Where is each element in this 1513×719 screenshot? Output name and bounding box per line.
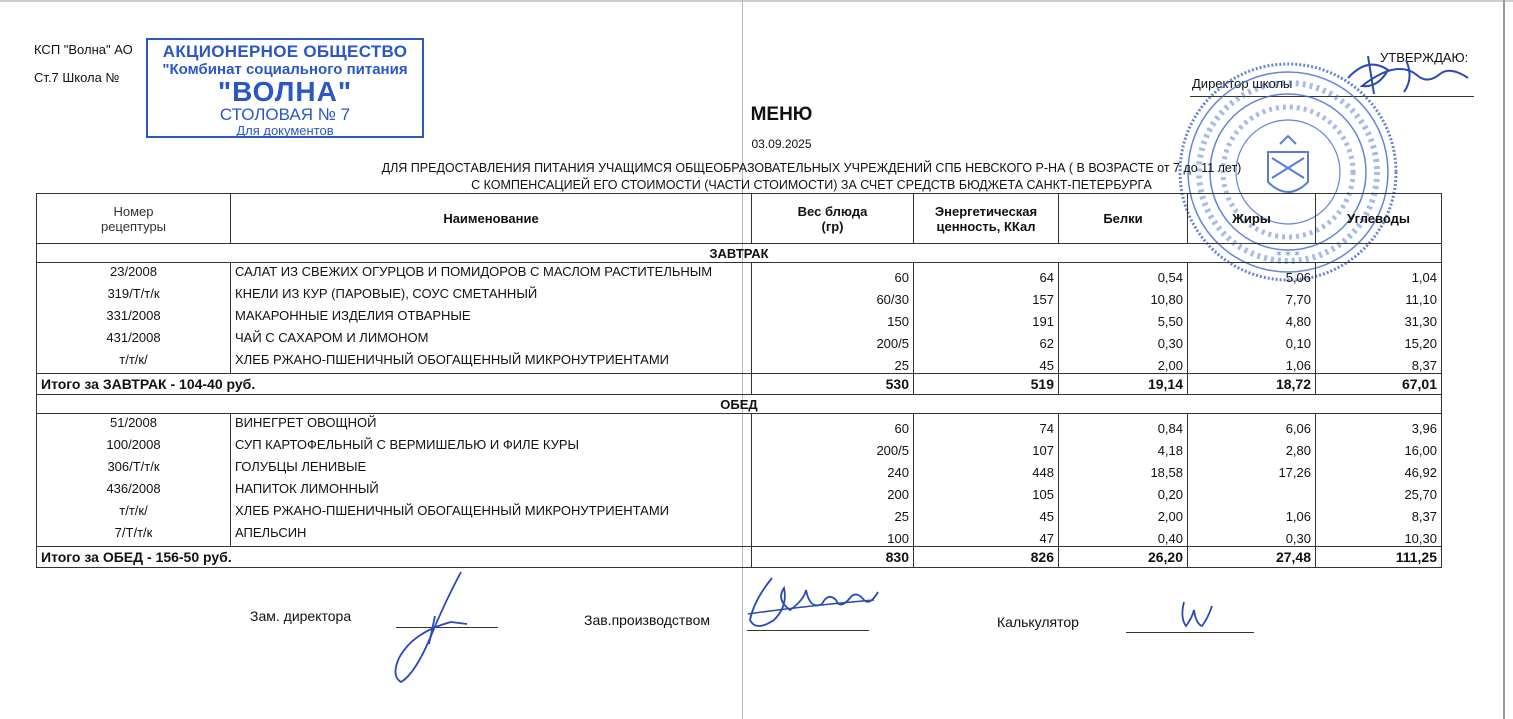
recipe-cell: 306/Т/т/к [37,458,231,480]
protein-cell: 2,00 [1059,502,1188,524]
recipe-cell: т/т/к/ [37,351,231,374]
weight-cell: 60/30 [752,285,914,307]
total-fat: 27,48 [1188,547,1316,568]
stamp-line-5: Для документов [236,123,334,138]
protein-cell: 0,20 [1059,480,1188,502]
fat-cell: 4,80 [1188,307,1316,329]
protein-cell: 10,80 [1059,285,1188,307]
table-row [37,307,1442,329]
energy-cell: 45 [914,502,1059,524]
carbs-cell: 46,92 [1316,458,1442,480]
weight-cell: 200/5 [752,329,914,351]
deputy-director-label: Зам. директора [250,608,352,624]
carbs-cell: 15,20 [1316,329,1442,351]
fat-cell: 0,10 [1188,329,1316,351]
weight-cell: 240 [752,458,914,480]
header-protein: Белки [1059,194,1188,244]
weight-cell: 200 [752,480,914,502]
energy-cell: 74 [914,414,1059,437]
energy-cell: 107 [914,436,1059,458]
section-header-breakfast: ЗАВТРАК [37,244,1442,263]
protein-cell: 0,54 [1059,263,1188,286]
header-carbs: Углеводы [1316,194,1442,244]
energy-cell: 105 [914,480,1059,502]
stamp-line-3: "ВОЛНА" [217,76,353,107]
total-weight: 530 [752,374,914,395]
table-row [37,285,1442,307]
dish-name-cell: ЧАЙ С САХАРОМ И ЛИМОНОМ [231,329,752,351]
total-protein: 19,14 [1059,374,1188,395]
subtitle-line-2: С КОМПЕНСАЦИЕЙ ЕГО СТОИМОСТИ (ЧАСТИ СТОИМОСТИ) ЗА СЧЕТ СРЕДСТВ БЮДЖЕТА САНКТ-ПЕТЕРБУРГА [471,178,1152,192]
director-signature-icon [1328,48,1478,100]
menu-table [36,193,1442,568]
dish-name-cell: СУП КАРТОФЕЛЬНЫЙ С ВЕРМИШЕЛЬЮ И ФИЛЕ КУРЫ [231,436,752,458]
weight-cell: 60 [752,263,914,286]
carbs-cell: 11,10 [1316,285,1442,307]
protein-cell: 18,58 [1059,458,1188,480]
recipe-cell: 23/2008 [37,263,231,286]
protein-cell: 5,50 [1059,307,1188,329]
dish-name-cell: ХЛЕБ РЖАНО-ПШЕНИЧНЫЙ ОБОГАЩЕННЫЙ МИКРОНУТРИЕНТАМИ [231,502,752,524]
recipe-cell: т/т/к/ [37,502,231,524]
protein-cell: 2,00 [1059,351,1188,374]
calculator-label: Калькулятор [997,614,1079,630]
dish-name-cell: МАКАРОННЫЕ ИЗДЕЛИЯ ОТВАРНЫЕ [231,307,752,329]
table-row [37,263,1442,286]
fat-cell: 1,06 [1188,502,1316,524]
carbs-cell: 25,70 [1316,480,1442,502]
stamp-line-4: СТОЛОВАЯ № 7 [219,105,351,124]
header-recipe: Номер рецептуры [37,194,231,244]
fat-cell: 2,80 [1188,436,1316,458]
fat-cell: 6,06 [1188,414,1316,437]
total-carbs: 111,25 [1316,547,1442,568]
carbs-cell: 10,30 [1316,524,1442,547]
table-row [37,351,1442,374]
section-header-lunch: ОБЕД [37,395,1442,414]
recipe-cell: 331/2008 [37,307,231,329]
total-row-breakfast [37,374,1442,395]
stamp-line-2: "Комбинат социального питания [162,61,408,78]
protein-cell: 0,30 [1059,329,1188,351]
top-edge [0,0,1513,2]
weight-cell: 25 [752,351,914,374]
carbs-cell: 3,96 [1316,414,1442,437]
carbs-cell: 8,37 [1316,502,1442,524]
table-row [37,480,1442,502]
table-row [37,329,1442,351]
protein-cell: 4,18 [1059,436,1188,458]
svg-text:* * *: * * * [1276,249,1300,262]
production-head-label: Зав.производством [584,612,710,628]
school-name: Ст.7 Школа № [34,70,120,85]
recipe-cell: 436/2008 [37,480,231,502]
production-signature-icon [744,570,884,636]
fat-cell: 1,06 [1188,351,1316,374]
recipe-cell: 431/2008 [37,329,231,351]
carbs-cell: 1,04 [1316,263,1442,286]
header-weight: Вес блюда (гр) [752,194,914,244]
director-label: Директор школы [1192,76,1293,91]
dish-name-cell: ХЛЕБ РЖАНО-ПШЕНИЧНЫЙ ОБОГАЩЕННЫЙ МИКРОНУТРИЕНТАМИ [231,351,752,374]
dish-name-cell: АПЕЛЬСИН [231,524,752,547]
table-row [37,436,1442,458]
weight-cell: 25 [752,502,914,524]
carbs-cell: 16,00 [1316,436,1442,458]
header-name: Наименование [231,194,752,244]
weight-cell: 150 [752,307,914,329]
total-protein: 26,20 [1059,547,1188,568]
dish-name-cell: КНЕЛИ ИЗ КУР (ПАРОВЫЕ), СОУС СМЕТАННЫЙ [231,285,752,307]
stamp-line-1: АКЦИОНЕРНОЕ ОБЩЕСТВО [162,42,408,61]
recipe-cell: 100/2008 [37,436,231,458]
total-energy: 826 [914,547,1059,568]
total-energy: 519 [914,374,1059,395]
table-row [37,414,1442,437]
energy-cell: 47 [914,524,1059,547]
weight-cell: 60 [752,414,914,437]
dish-name-cell: ГОЛУБЦЫ ЛЕНИВЫЕ [231,458,752,480]
fat-cell: 17,26 [1188,458,1316,480]
energy-cell: 45 [914,351,1059,374]
approve-label: УТВЕРЖДАЮ: [1380,50,1469,65]
protein-cell: 0,40 [1059,524,1188,547]
energy-cell: 157 [914,285,1059,307]
header-energy: Энергетическая ценность, ККал [914,194,1059,244]
fat-cell [1188,480,1316,502]
energy-cell: 64 [914,263,1059,286]
page-title: МЕНЮ [750,104,813,125]
dish-name-cell: САЛАТ ИЗ СВЕЖИХ ОГУРЦОВ И ПОМИДОРОВ С МАСЛОМ РАСТИТЕЛЬНЫМ [231,263,752,286]
protein-cell: 0,84 [1059,414,1188,437]
recipe-cell: 7/Т/т/к [37,524,231,547]
total-label: Итого за ЗАВТРАК - 104-40 руб. [37,374,752,395]
total-row-lunch [37,547,1442,568]
total-carbs: 67,01 [1316,374,1442,395]
energy-cell: 62 [914,329,1059,351]
table-header-row [37,194,1442,244]
fat-cell: 5,06 [1188,263,1316,286]
total-weight: 830 [752,547,914,568]
energy-cell: 448 [914,458,1059,480]
header-fat: Жиры [1188,194,1316,244]
total-label: Итого за ОБЕД - 156-50 руб. [37,547,752,568]
energy-cell: 191 [914,307,1059,329]
fat-cell: 7,70 [1188,285,1316,307]
weight-cell: 200/5 [752,436,914,458]
fat-cell: 0,30 [1188,524,1316,547]
weight-cell: 100 [752,524,914,547]
calculator-signature-icon [1176,598,1220,634]
org-name: КСП "Волна" АО [34,42,133,57]
dish-name-cell: ВИНЕГРЕТ ОВОЩНОЙ [231,414,752,437]
dish-name-cell: НАПИТОК ЛИМОННЫЙ [231,480,752,502]
recipe-cell: 319/Т/т/к [37,285,231,307]
subtitle-line-1: ДЛЯ ПРЕДОСТАВЛЕНИЯ ПИТАНИЯ УЧАЩИМСЯ ОБЩЕОБРАЗОВАТЕЛЬНЫХ УЧРЕЖДЕНИЙ СПБ НЕВСКОГО Р-НА ( В ВОЗРАСТЕ от 7 до 11 лет) [381,161,1242,175]
deputy-signature-icon [385,566,475,690]
table-row [37,524,1442,547]
table-row [37,458,1442,480]
carbs-cell: 31,30 [1316,307,1442,329]
total-fat: 18,72 [1188,374,1316,395]
carbs-cell: 8,37 [1316,351,1442,374]
table-row [37,502,1442,524]
recipe-cell: 51/2008 [37,414,231,437]
menu-date: 03.09.2025 [751,137,812,151]
